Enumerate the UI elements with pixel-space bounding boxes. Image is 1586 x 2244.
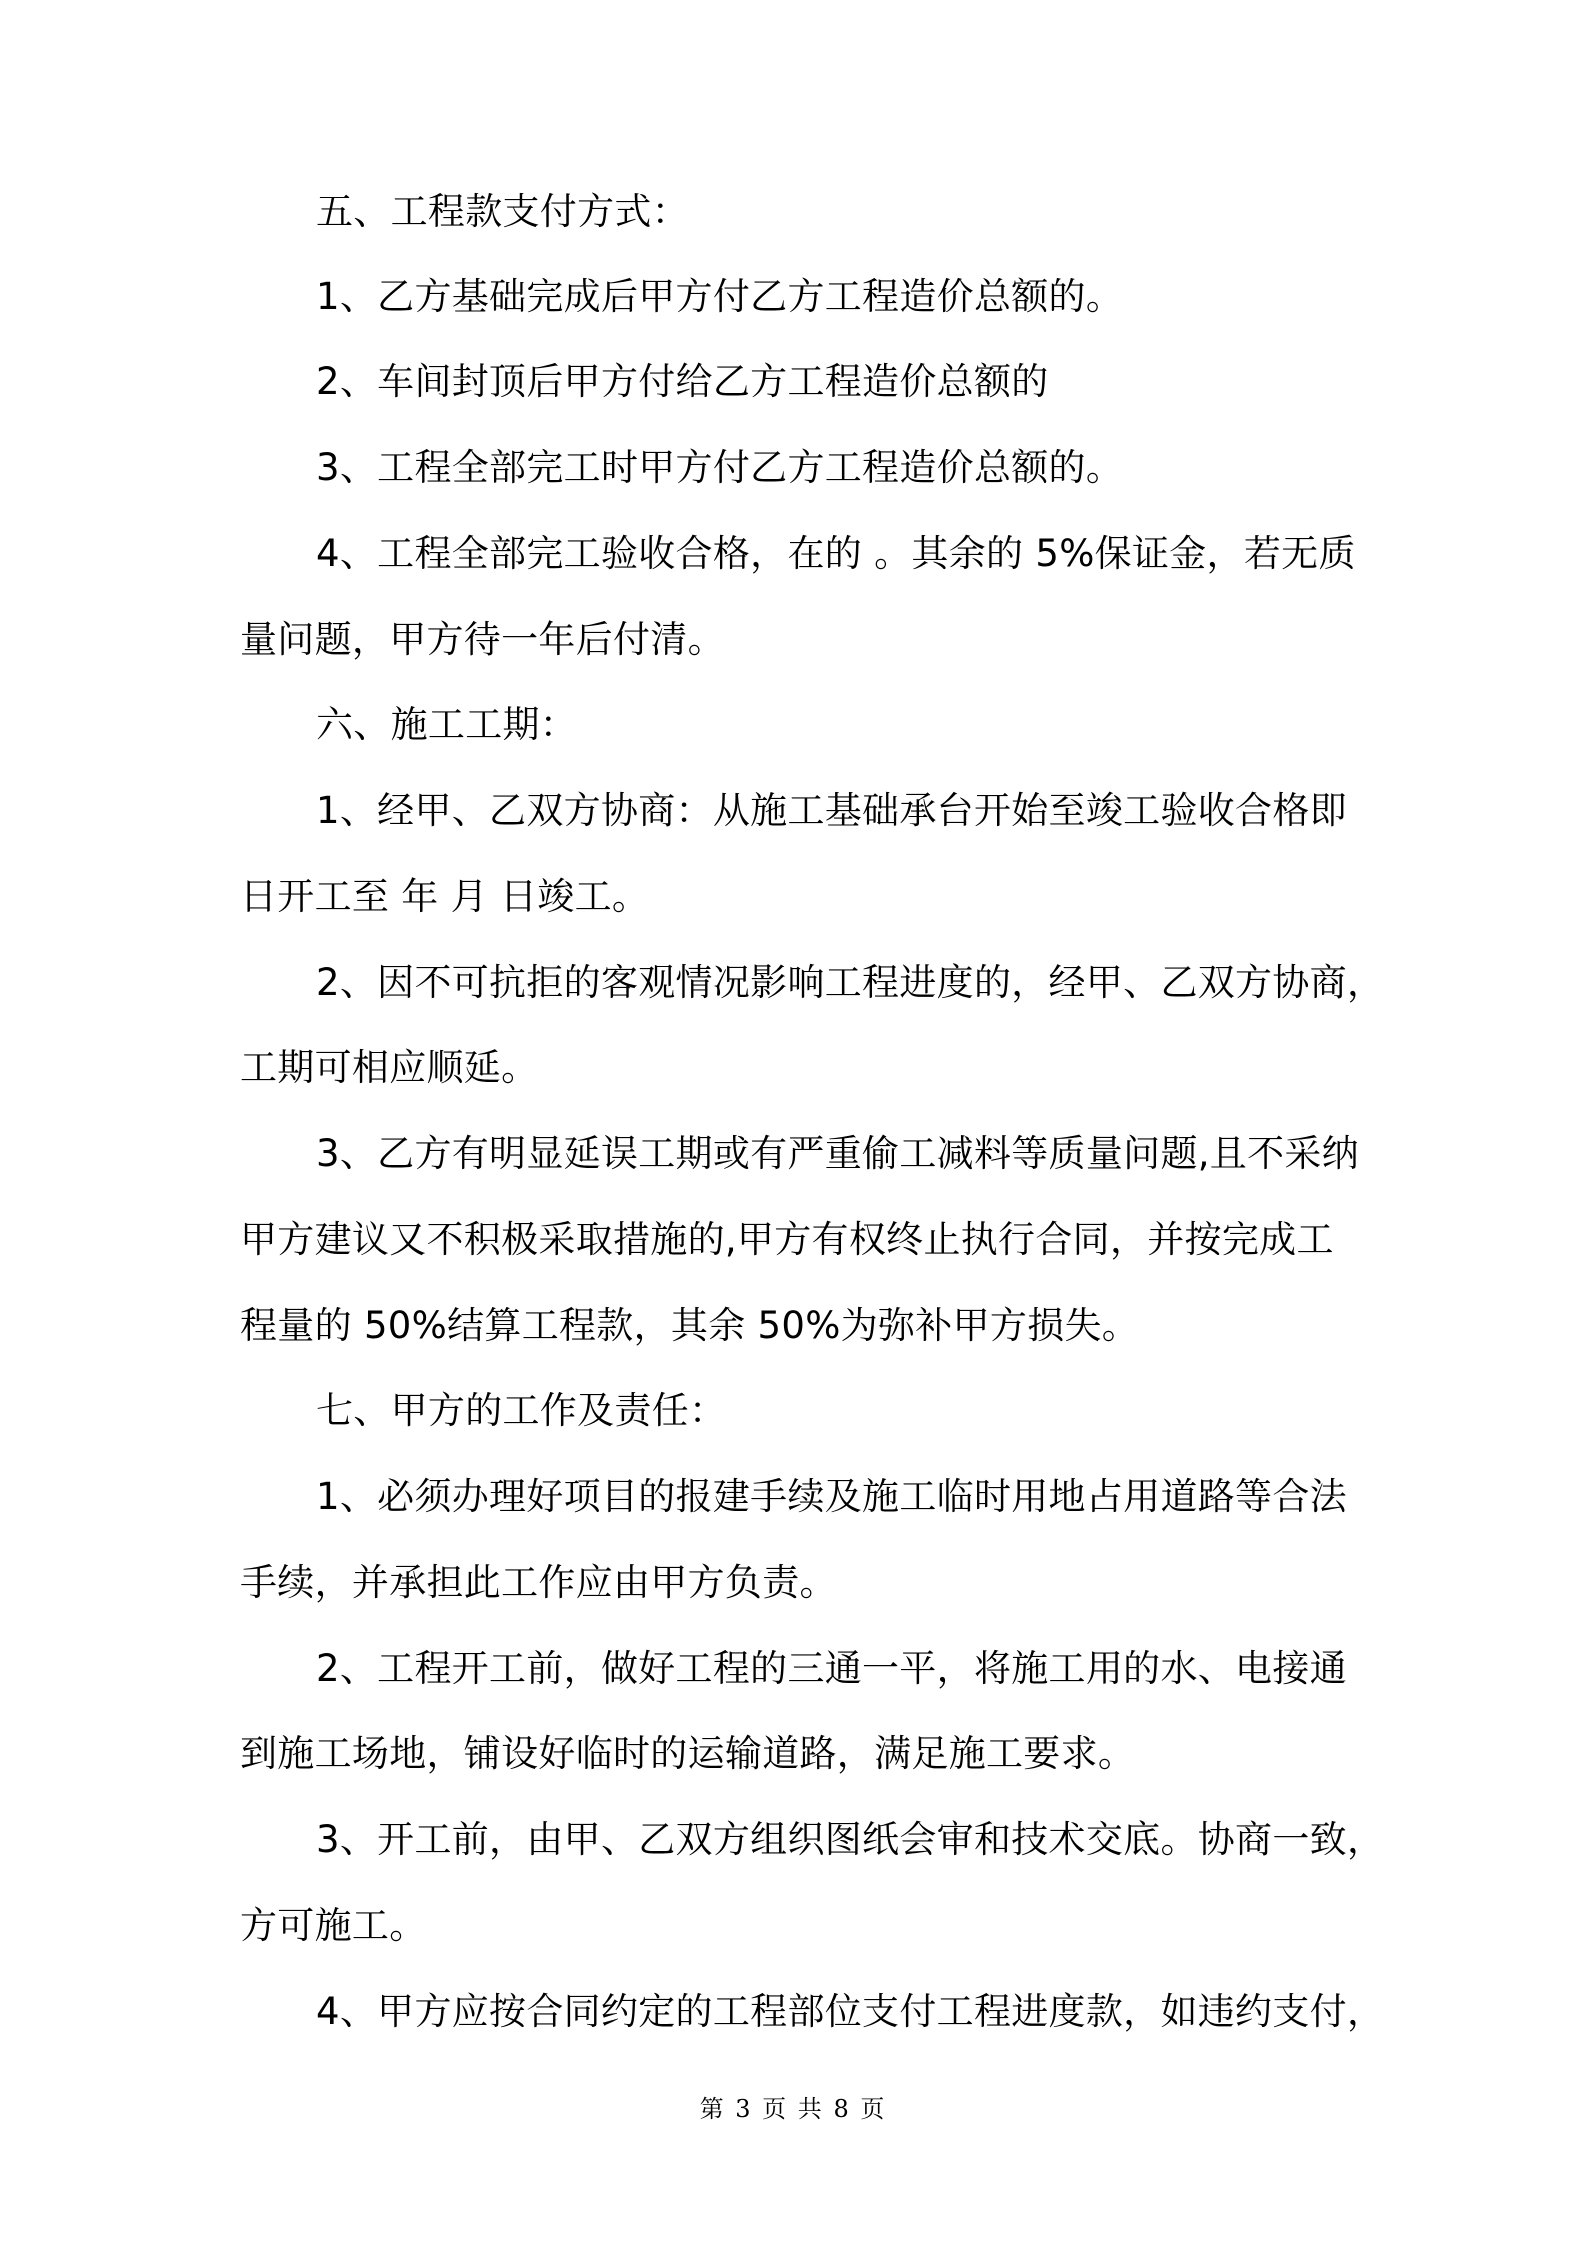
paragraph-line-continued: 手续，并承担此工作应由甲方负责。 xyxy=(240,1561,837,1604)
paragraph-line-continued: 程量的 50%结算工程款，其余 50%为弥补甲方损失。 xyxy=(240,1304,1140,1347)
paragraph-line-continued: 日开工至 年 月 日竣工。 xyxy=(240,875,650,918)
section-heading-payment: 五、工程款支付方式： xyxy=(316,190,689,233)
page-number-footer: 第 3 页 共 8 页 xyxy=(699,2095,887,2123)
paragraph-line-continued: 甲方建议又不积极采取措施的,甲方有权终止执行合同，并按完成工 xyxy=(240,1218,1334,1261)
paragraph-line: 2、因不可抗拒的客观情况影响工程进度的，经甲、乙双方协商， xyxy=(316,961,1385,1004)
paragraph-line: 1、经甲、乙双方协商：从施工基础承台开始至竣工验收合格即 xyxy=(316,789,1347,832)
section-heading-party-a: 七、甲方的工作及责任： xyxy=(316,1389,727,1432)
paragraph-line: 4、甲方应按合同约定的工程部位支付工程进度款，如违约支付， xyxy=(316,1990,1385,2033)
paragraph-line: 2、车间封顶后甲方付给乙方工程造价总额的 xyxy=(316,360,1049,403)
section-heading-schedule: 六、施工工期： xyxy=(316,703,578,746)
paragraph-line-continued: 工期可相应顺延。 xyxy=(240,1046,539,1089)
paragraph-line-continued: 量问题，甲方待一年后付清。 xyxy=(240,618,725,661)
paragraph-line: 3、乙方有明显延误工期或有严重偷工减料等质量问题,且不采纳 xyxy=(316,1132,1359,1175)
paragraph-line: 3、开工前，由甲、乙双方组织图纸会审和技术交底。协商一致， xyxy=(316,1818,1385,1861)
paragraph-line: 1、乙方基础完成后甲方付乙方工程造价总额的。 xyxy=(316,275,1124,318)
paragraph-line: 2、工程开工前，做好工程的三通一平，将施工用的水、电接通 xyxy=(316,1647,1347,1690)
paragraph-line: 4、工程全部完工验收合格，在的 。其余的 5%保证金，若无质 xyxy=(316,532,1356,575)
paragraph-line-continued: 方可施工。 xyxy=(240,1904,427,1947)
paragraph-line: 3、工程全部完工时甲方付乙方工程造价总额的。 xyxy=(316,446,1124,489)
paragraph-line: 1、必须办理好项目的报建手续及施工临时用地占用道路等合法 xyxy=(316,1475,1347,1518)
paragraph-line-continued: 到施工场地，铺设好临时的运输道路，满足施工要求。 xyxy=(240,1732,1136,1775)
